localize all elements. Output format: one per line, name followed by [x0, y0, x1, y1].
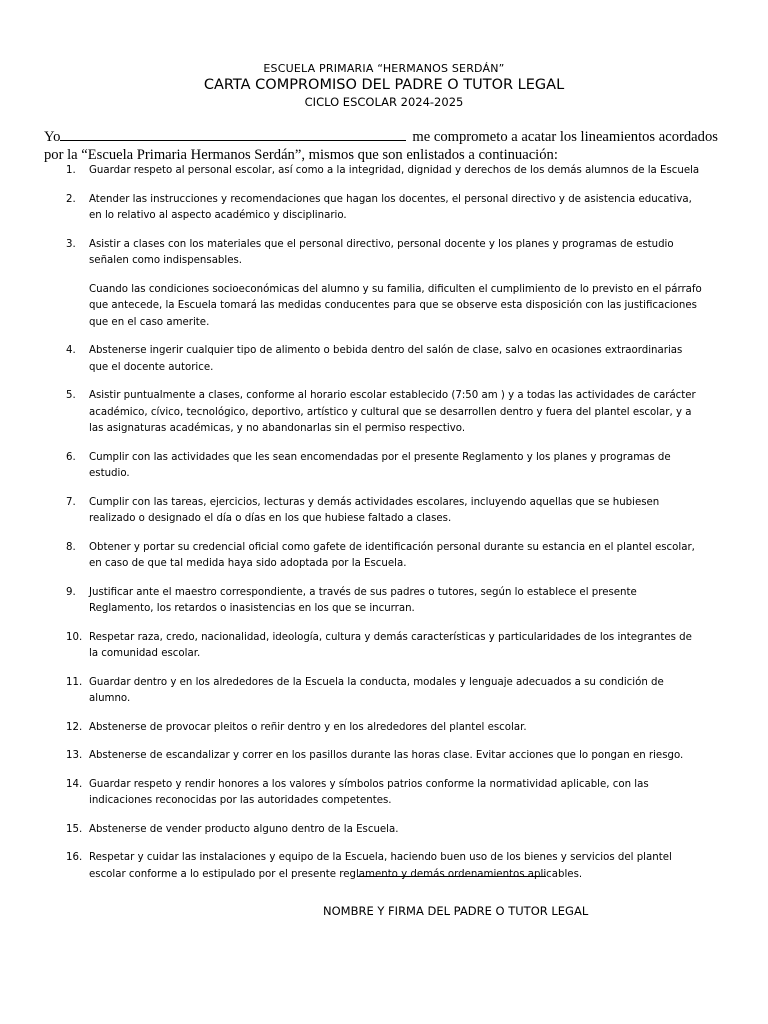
rule-item [0, 237, 703, 332]
intro-text: me comprometo a acatar los lineamientos acordados por la “Escuela Primaria Hermanos Serdán”, mismos que son enlistados a continuación: [44, 129, 718, 163]
rule-text: Guardar respeto al personal escolar, así como a la integridad, dignidad y derechos de los demás alumnos de la Escuela [89, 165, 700, 176]
rule-number: 13. [66, 750, 83, 761]
rule-number: 6. [66, 451, 76, 463]
rule-text: Respetar raza, credo, nacionalidad, ideología, cultura y demás características y particularidades de los integrantes de la comunidad escolar. [89, 631, 692, 659]
rule-text: Asistir a clases con los materiales que el personal directivo, personal docente y los planes y programas de estudio señalen como indispensables. [89, 238, 674, 266]
rule-text: Asistir puntualmente a clases, conforme al horario escolar establecido (7:50 am ) y a todas las actividades de carácter académico, cívico, tecnológico, deportivo, artístico y cultural que se desarrollen dentro y fuera del plantel escolar, y a las asignaturas académicas, y no abandonarlas sin el permiso respectivo. [89, 390, 696, 434]
school-cycle: CICLO ESCOLAR 2024-2025 [304, 95, 464, 109]
document-title: CARTA COMPROMISO DEL PADRE O TUTOR LEGAL [203, 77, 565, 93]
rule-text: Guardar respeto y rendir honores a los valores y símbolos patrios conforme la normatividad aplicable, con las indicaciones reconocidas por las autoridades competentes. [89, 778, 649, 806]
rule-item [0, 720, 703, 737]
rule-text: Obtener y portar su credencial oficial como gafete de identificación personal durante su estancia en el plantel escolar, en caso de que tal medida haya sido adoptada por la Escuela. [89, 541, 695, 569]
rules-list [0, 163, 768, 895]
rule-item [0, 585, 703, 618]
rule-text: Justificar ante el maestro correspondiente, a través de sus padres o tutores, según lo establece el presente Reglamento, los retardos o inasistencias en los que se incurran. [89, 586, 637, 614]
rule-text: Abstenerse de provocar pleitos o reñir dentro y en los alrededores del plantel escolar. [89, 721, 527, 733]
rule-item [0, 343, 703, 376]
intro-paragraph [44, 128, 734, 164]
rule-item [0, 850, 703, 883]
signature-label: NOMBRE Y FIRMA DEL PADRE O TUTOR LEGAL [323, 904, 589, 918]
rule-number: 2. [66, 193, 76, 205]
rule-number: 11. [66, 676, 83, 688]
rule-text: Abstenerse de escandalizar y correr en los pasillos durante las horas clase. Evitar acciones que lo pongan en riesgo. [89, 750, 684, 761]
rule-item [0, 748, 703, 765]
rule-number: 3. [66, 238, 76, 250]
rule-item [0, 630, 703, 663]
rule-item [0, 163, 703, 180]
rule-number: 12. [66, 721, 83, 733]
rule-text: Atender las instrucciones y recomendaciones que hagan los docentes, el personal directivo y de asistencia educativa, en lo relativo al aspecto académico y disciplinario. [89, 193, 692, 221]
rule-number: 8. [66, 541, 76, 553]
rule-item [0, 388, 703, 438]
rule-number: 1. [66, 165, 76, 176]
rule-text: Respetar y cuidar las instalaciones y equipo de la Escuela, haciendo buen uso de los bienes y servicios del plantel escolar conforme a lo estipulado por el presente reglamento y demás ordenamientos aplicables. [89, 852, 672, 880]
rule-number: 5. [66, 390, 76, 401]
rule-text: Abstenerse de vender producto alguno dentro de la Escuela. [89, 823, 399, 835]
rule-item [0, 450, 703, 483]
rule-item [0, 675, 703, 708]
rule-number: 4. [66, 345, 76, 356]
rule-item [0, 192, 703, 225]
signature-line [358, 875, 546, 877]
rule-item [0, 777, 703, 810]
rule-extra-paragraph: Cuando las condiciones socioeconómicas del alumno y su familia, dificulten el cumplimiento de lo previsto en el párrafo que antecede, la Escuela tomará las medidas conducentes para que se observe esta disposición con las justificaciones que en el caso amerite. [89, 283, 702, 328]
rule-number: 9. [66, 586, 76, 598]
rule-text: Cumplir con las actividades que les sean encomendadas por el presente Reglamento y los planes y programas de estudio. [89, 451, 671, 479]
name-blank-line [60, 128, 406, 141]
rule-number: 16. [66, 852, 83, 863]
rule-item [0, 540, 703, 573]
rule-item [0, 495, 703, 528]
rule-number: 7. [66, 496, 76, 508]
rule-text: Guardar dentro y en los alrededores de la Escuela la conducta, modales y lenguaje adecuados a su condición de alumno. [89, 676, 664, 704]
rule-text: Abstenerse ingerir cualquier tipo de alimento o bebida dentro del salón de clase, salvo en ocasiones extraordinarias que el docente autorice. [89, 345, 683, 373]
rule-item [0, 822, 703, 839]
rule-number: 15. [66, 823, 83, 835]
rule-number: 14. [66, 778, 83, 790]
rule-number: 10. [66, 631, 83, 643]
intro-prefix: Yo [44, 129, 61, 145]
rule-text: Cumplir con las tareas, ejercicios, lecturas y demás actividades escolares, incluyendo aquellas que se hubiesen realizado o designado el día o días en los que hubiese faltado a clases. [89, 496, 660, 524]
school-name: ESCUELA PRIMARIA “HERMANOS SERDÁN” [263, 62, 505, 75]
